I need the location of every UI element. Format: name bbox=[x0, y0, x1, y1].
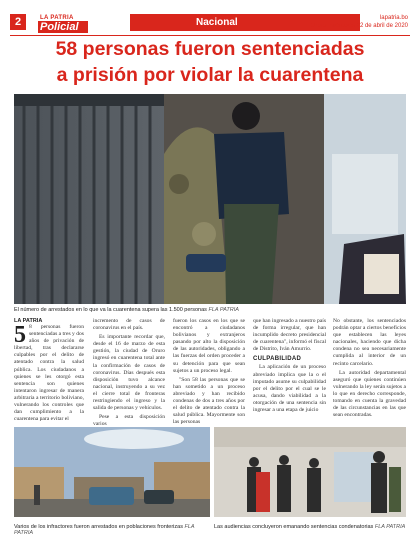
photo-hearing-image bbox=[214, 427, 406, 517]
subhead-culpabilidad: CULPABILIDAD bbox=[253, 356, 302, 363]
photo-border-town-image bbox=[14, 427, 210, 517]
paragraph: No obstante, los sentenciados podrán optar a ciertos beneficios que establecen las leyes nacionales, haciendo que dicha condena no sea necesariamente cumplida al interior de un recinto carcelario. bbox=[333, 318, 407, 367]
drop-cap: 5 bbox=[14, 322, 26, 348]
photo2-caption bbox=[14, 524, 214, 536]
date: Oruro, miércoles 22 de abril de 2020 bbox=[310, 23, 408, 29]
article-kicker: LA PATRIA bbox=[14, 318, 43, 324]
article-column-4 bbox=[253, 318, 326, 416]
main-photo-caption bbox=[14, 307, 406, 313]
column-1-text: 8 personas fueron sentenciadas a tres y dos años de privación de libertad, tras declararse culpables por el delito de atentado contra la salud pública. Los ciudadanos a quienes se les otorgó esta sentencia son quienes intentaron ingresar de manera arbitraria a territorio boliviano, vulnerando los controles que dan cumplimiento a la cuarentena para evitar el bbox=[14, 324, 84, 423]
section-label: Nacional bbox=[130, 14, 360, 31]
main-photo bbox=[14, 94, 406, 304]
main-photo-image bbox=[14, 94, 406, 304]
photo-border-town bbox=[14, 427, 210, 517]
paragraph: Pese a esta disposición varios bbox=[93, 414, 165, 428]
date-line bbox=[311, 14, 408, 30]
article-column-2 bbox=[93, 318, 165, 430]
main-caption-credit: FLA PATRIA bbox=[208, 307, 239, 313]
paragraph: La autoridad departamental aseguró que quienes continúen vulnerando la ley serán sujetos a lo que en derecho corresponde, tomando en cuenta la gravedad de las circunstancias en las que sean encontradas. bbox=[333, 369, 406, 419]
article-column-3 bbox=[173, 318, 245, 428]
photo3-caption-text: Las audiencias concluyeron emanando sentencias condenatorias bbox=[214, 524, 374, 530]
photo-hearing bbox=[214, 427, 406, 517]
photo2-caption-credit: FLA PATRIA bbox=[14, 524, 195, 536]
page-number: 2 bbox=[10, 14, 26, 30]
photo2-caption-text: Varios de los infractores fueron arrestados en poblaciones fronterizas bbox=[14, 524, 183, 530]
headline-line-1: 58 personas fueron sentenciadas bbox=[55, 38, 365, 60]
article-column-5 bbox=[333, 318, 406, 421]
brand-top: LA PATRIA bbox=[40, 15, 74, 21]
website: lapatria.bo bbox=[379, 15, 408, 21]
headline bbox=[10, 36, 410, 88]
brand-logo: Policial bbox=[38, 21, 88, 33]
article-column-1 bbox=[14, 318, 84, 423]
paragraph: Es importante recordar que, desde el 16 de marzo de esta gestión, la ciudad de Oruro ingresó en cuarentena total ante la confirmación de casos de coronavirus. Días después esta disposición tuvo alcance nacional, instruyendo a su vez el cierre total de fronteras restringiendo el ingreso y la salida de personas y vehículos. bbox=[93, 334, 165, 412]
paragraph: La aplicación de un proceso abreviado implica que la o el imputado asume su culpabilidad por el delito por el cual se le acusa, dando viabilidad a la otorgación de una sentencia sin ingresar a una etapa de juicio bbox=[253, 364, 326, 414]
photo3-caption bbox=[214, 524, 410, 530]
main-caption-text: El número de arrestados en lo que va la cuarentena supera las 1.500 personas bbox=[14, 307, 207, 313]
paragraph: incremento de casos de coronavirus en el país. bbox=[93, 318, 165, 332]
paragraph: fueron los casos en los que se encontró a ciudadanos bolivianos y extranjeros pasando por alto la disposición de las autoridades, obligando a las fuerzas del orden proceder a su detención para que sean sujetos a un proceso legal. bbox=[173, 318, 245, 374]
headline-line-2: a prisión por violar la cuarentena bbox=[56, 64, 364, 86]
paragraph: "Son 58 las personas que se han sometido a un proceso abreviado y han recibido condenas de dos a tres años por el delito de atentado contra la salud pública. Mayormente son las personas bbox=[173, 376, 245, 426]
paragraph: que han ingresado a nuestro país de forma irregular, que han incumplido decreto presidencial de cuarentena", informó el fiscal de Distrito, Iván Amurrio. bbox=[253, 318, 326, 353]
photo3-caption-credit: FLA PATRIA bbox=[374, 524, 406, 530]
